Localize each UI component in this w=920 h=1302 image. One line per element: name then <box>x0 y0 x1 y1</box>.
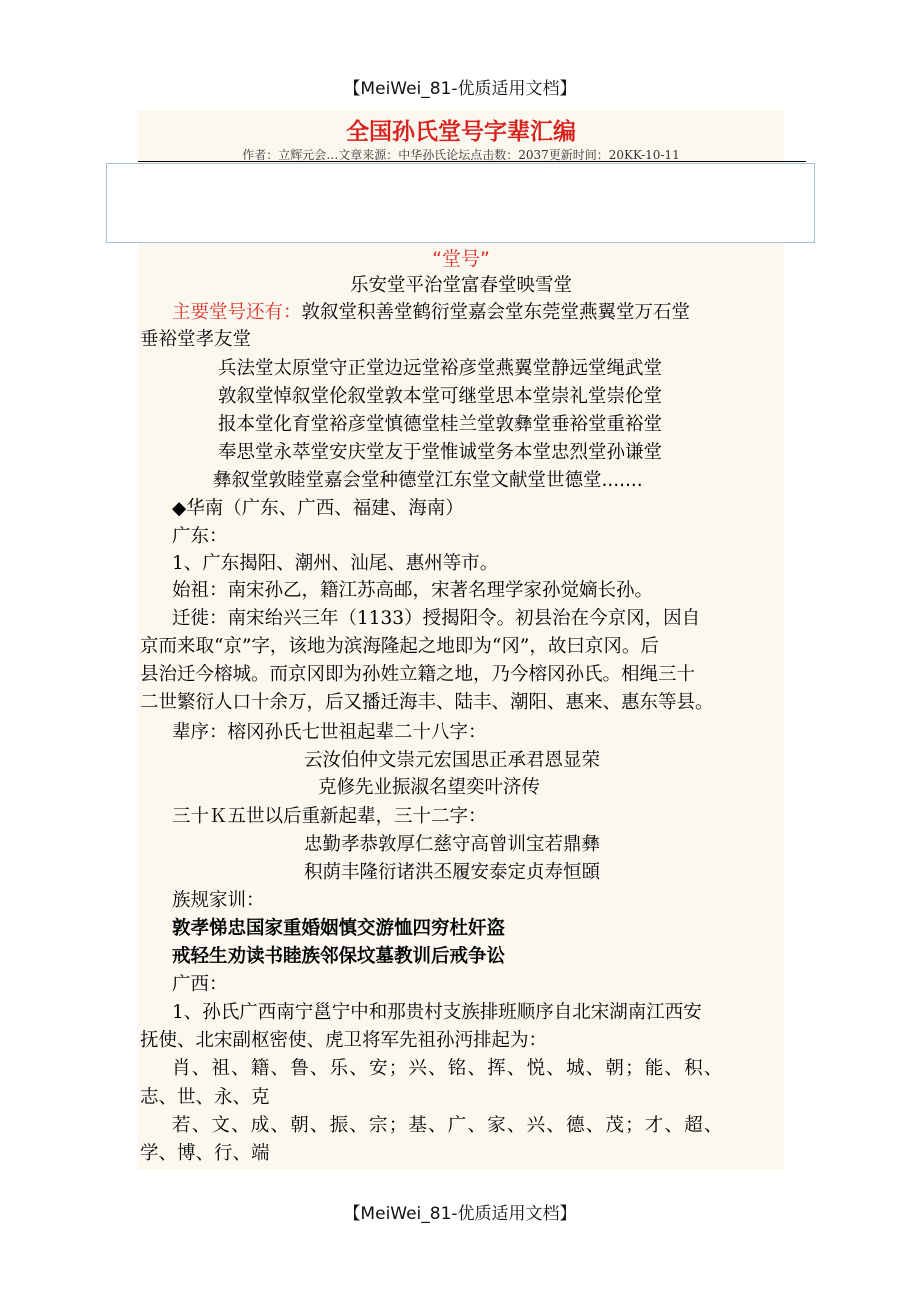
generation-names-line: 若、文、成、朝、振、宗；基、广、家、兴、德、茂；才、超、 <box>172 1115 724 1136</box>
hall-row: 彝叙堂敦睦堂嘉会堂种德堂江东堂文献堂世德堂....... <box>213 470 643 491</box>
migration-line: 二世繁衍人口十余万，后又播迁海丰、陆丰、潮阳、惠来、惠东等县。 <box>140 692 714 713</box>
family-rules-line: 敦孝悌忠国家重婚姻慎交游恤四穷杜奸盗 <box>172 918 506 939</box>
main-halls-label: 主要堂号还有： <box>172 302 302 323</box>
guangdong-item-1: 1、广东揭阳、潮州、汕尾、惠州等市。 <box>172 553 499 574</box>
main-halls-line-2: 垂裕堂孝友堂 <box>140 329 252 350</box>
section-title: “堂号” <box>432 248 490 270</box>
generation-order-label: 辈序：榕冈孙氏七世祖起辈二十八字： <box>172 722 487 743</box>
document-title: 全国孙氏堂号字辈汇编 <box>346 119 576 145</box>
migration-line: 迁徙：南宋绐兴三年（1133）授揭阳令。初县治在今京冈，因自 <box>172 608 701 629</box>
guangxi-item-line: 1、孙氏广西南宁邕宁中和那贵村支族排班顺序自北宋湖南江西安 <box>172 1002 702 1023</box>
generation-poem-line: 积荫丰隆衍诸洪丕履安泰定贞寿恒頣 <box>304 862 601 883</box>
generation-names-line: 肖、祖、籍、鲁、乐、安；兴、铭、挥、悦、城、朝；能、积、 <box>172 1058 724 1079</box>
guangdong-label: 广东： <box>172 526 228 547</box>
embedded-frame <box>106 163 815 243</box>
generation-names-line: 学、博、行、端 <box>140 1143 270 1164</box>
article-meta: 作者：立辉元会…文章来源：中华孙氏论坛点击数：2037更新时间：20KK-10-11 <box>242 148 680 162</box>
page-header: 【MeiWei_81-优质适用文档】 <box>343 79 577 99</box>
page-footer: 【MeiWei_81-优质适用文档】 <box>343 1204 577 1224</box>
migration-line: 京而来取“京”字，该地为滨海隆起之地即为“冈”，故曰京冈。后 <box>140 636 659 657</box>
hall-row: 兵法堂太原堂守正堂边远堂裕彦堂燕翼堂静远堂绳武堂 <box>218 358 663 379</box>
guangdong-ancestor: 始祖：南宋孙乙，籍江苏高邮，宋著名理学家孙觉嫡长孙。 <box>172 580 654 601</box>
hall-row: 奉思堂永萃堂安庆堂友于堂惟诚堂务本堂忠烈堂孙谦堂 <box>218 442 663 463</box>
title-divider <box>138 161 806 162</box>
hall-row: 报本堂化育堂裕彦堂慎德堂桂兰堂敦彝堂垂裕堂重裕堂 <box>218 414 663 435</box>
halls-line: 乐安堂平治堂富春堂映雪堂 <box>349 275 572 296</box>
region-heading: ◆华南（广东、广西、福建、海南） <box>172 498 464 519</box>
main-halls-text: 敦叙堂积善堂鹤衍堂嘉会堂东莞堂燕翼堂万石堂 <box>301 302 691 323</box>
main-halls-line <box>172 302 832 324</box>
hall-row: 敦叙堂悼叙堂伦叙堂敦本堂可继堂思本堂崇礼堂崇伦堂 <box>218 386 663 407</box>
guangxi-label: 广西： <box>172 974 228 995</box>
guangxi-item-line: 抚使、北宋副枢密使、虎卫将军先祖孙沔排起为： <box>140 1030 548 1051</box>
generation-names-line: 志、世、永、克 <box>140 1087 270 1108</box>
family-rules-line: 戒轻生劝读书睦族邻保坟墓教训后戒争讼 <box>172 946 506 967</box>
generation-poem-line: 克修先业振淑名望奕叶济传 <box>318 777 541 798</box>
generation-poem-line: 云汝伯仲文崇元宏国思正承君恩显荣 <box>304 750 601 771</box>
migration-line: 县治迁今榕城。而京冈即为孙姓立籍之地，乃今榕冈孙氏。相绳三十 <box>140 664 696 685</box>
restart-label: 三十Ｋ五世以后重新起辈，三十二字： <box>172 806 487 827</box>
family-rules-label: 族规家训： <box>172 890 265 911</box>
generation-poem-line: 忠勤孝恭敦厚仁慈守高曾训宝若鼎彝 <box>304 834 601 855</box>
